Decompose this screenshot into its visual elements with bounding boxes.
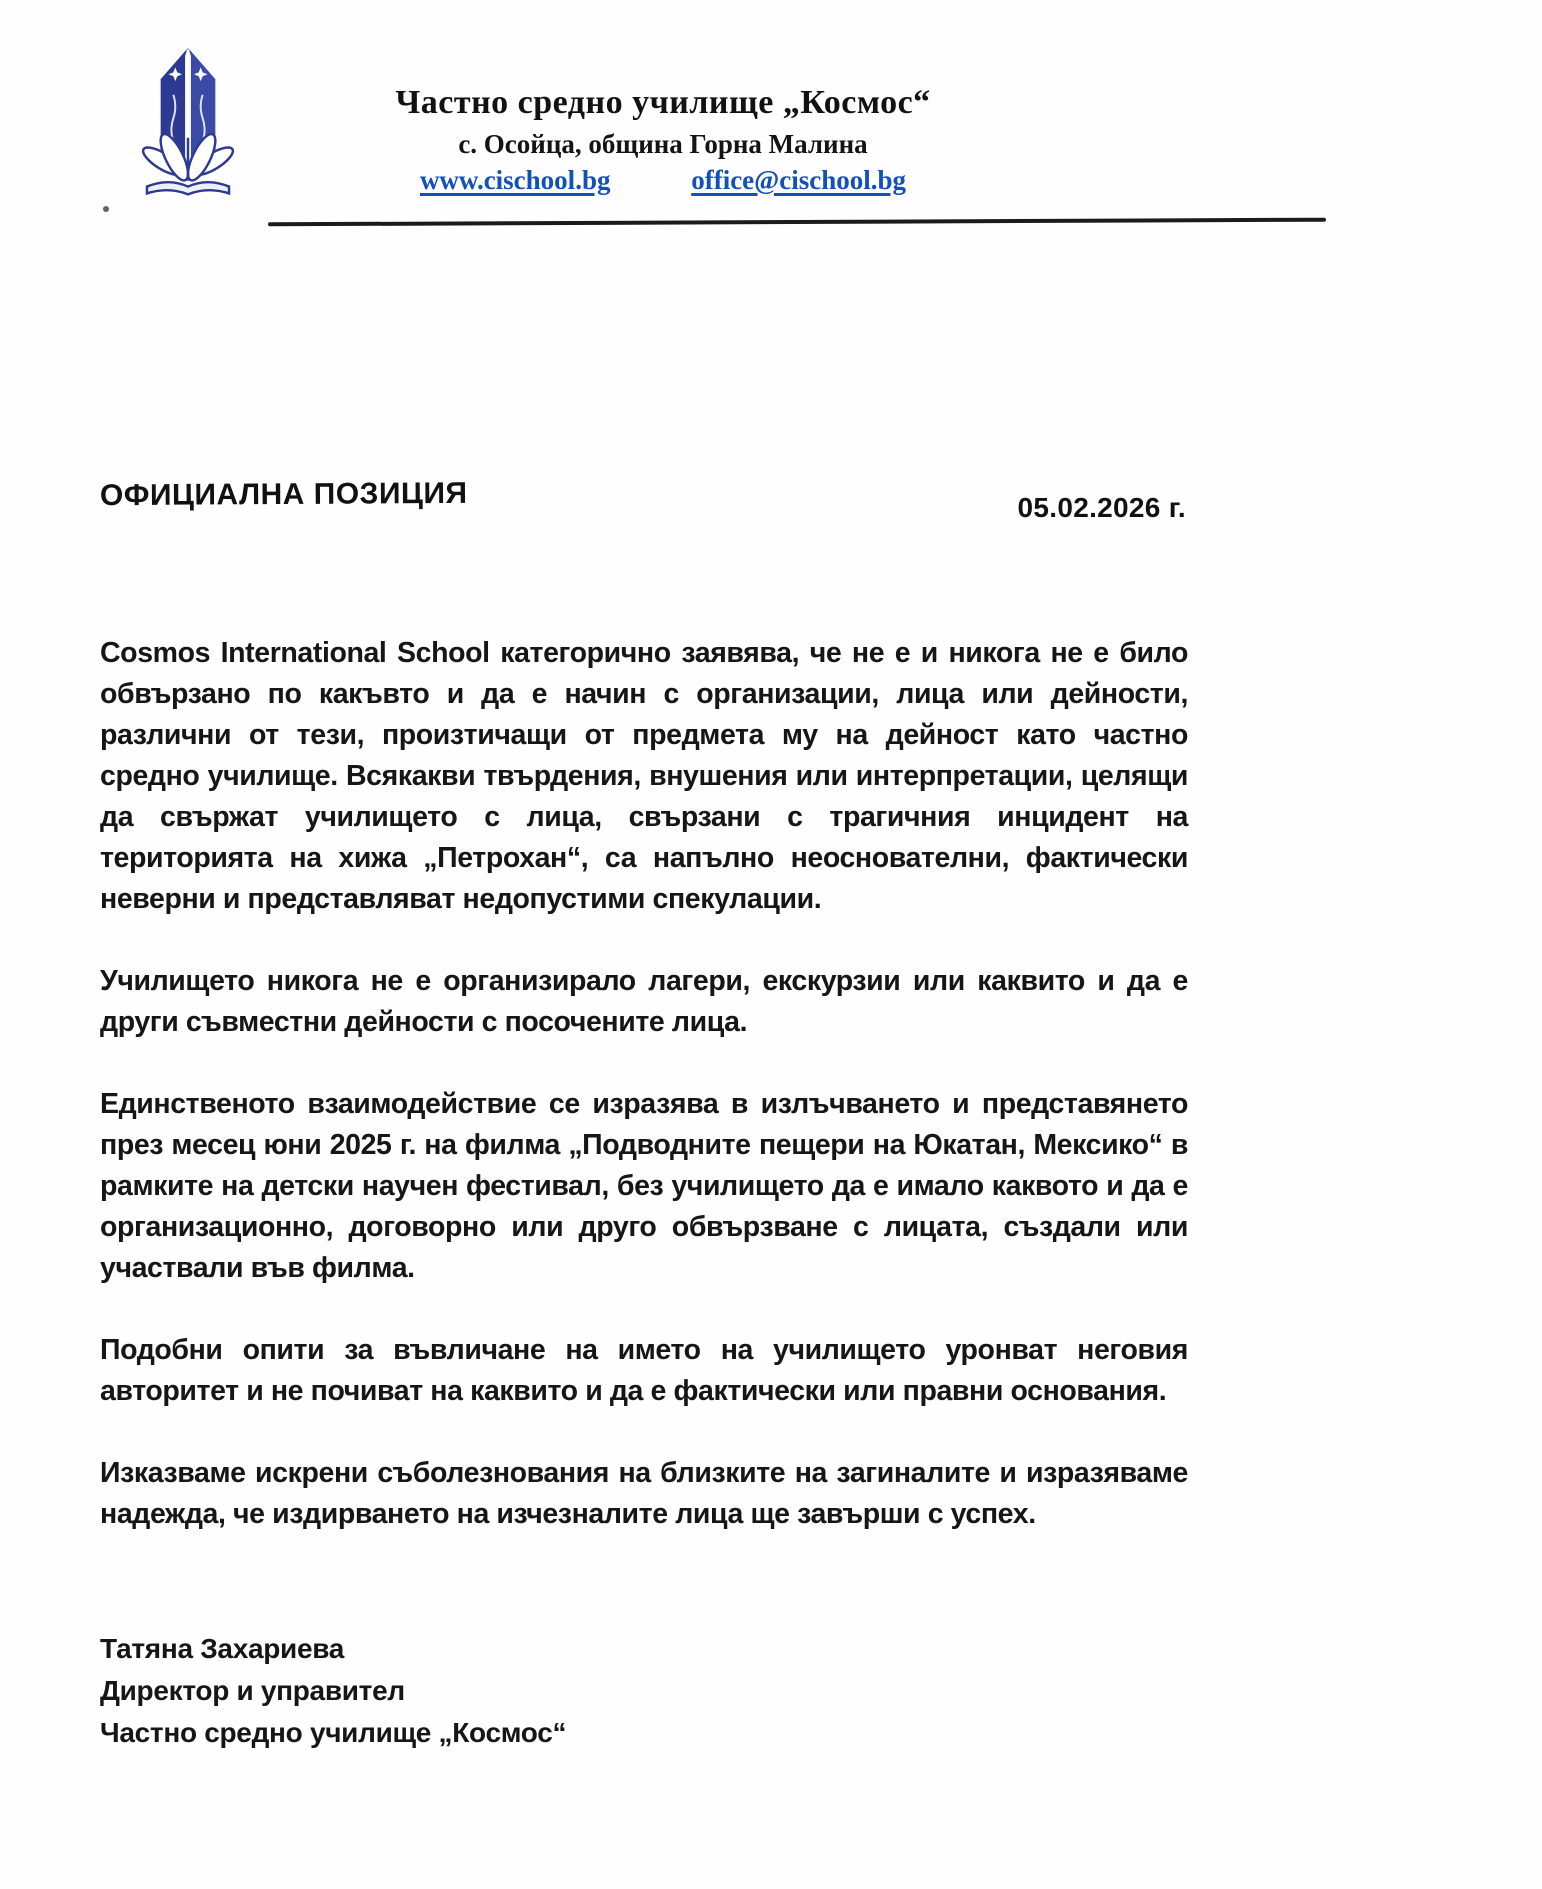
school-logo [138, 44, 238, 210]
school-name: Частно средно училище „Космос“ [395, 84, 931, 121]
statement-paragraph-5: Изказваме искрени съболезнования на близките на загиналите и изразяваме надежда, че издирването на изчезналите лица ще завърши с успех. [100, 1457, 1188, 1530]
contact-links-row [278, 165, 1048, 196]
statement-paragraph-1: Cosmos International School категорично заявява, че не е и никога не е било обвързано по какъвто и да е начин с организации, лица или дейности, различни от тези, произтичащи от предмета му на дейност като частно средно училище. Всякакви твърдения, внушения или интерпретации, целящи да свържат училището с лица, свързани с трагичния инцидент на територията на хижа „Петрохан“, са напълно неоснователни, фактически неверни и представляват недопустими спекулации. [100, 637, 1188, 915]
signer-role: Директор и управител [100, 1675, 405, 1706]
document-date: 05.02.2026 г. [1017, 492, 1186, 523]
statement-body [100, 633, 1188, 1576]
title-row [100, 478, 1186, 524]
email-link[interactable]: office@cischool.bg [691, 164, 907, 195]
statement-paragraph-4: Подобни опити за въвличане на името на училището уронват неговия авторитет и не почиват на каквито и да е фактически или правни основания. [100, 1334, 1188, 1407]
document-title: ОФИЦИАЛНА ПОЗИЦИЯ [99, 476, 468, 513]
scan-speck [103, 206, 109, 212]
signer-organization: Частно средно училище „Космос“ [100, 1717, 567, 1748]
header-divider [268, 218, 1326, 227]
statement-paragraph-2: Училището никога не е организирало лагери, екскурзии или каквито и да е други съвместни дейности с посочените лица. [100, 965, 1188, 1038]
website-link[interactable]: www.cischool.bg [419, 164, 611, 195]
school-address: с. Осойца, община Горна Малина [458, 128, 868, 159]
rocket-lotus-logo-icon [138, 44, 238, 210]
signature-block [100, 1628, 566, 1754]
signer-name: Татяна Захариева [100, 1633, 345, 1664]
letterhead [278, 82, 1048, 196]
statement-paragraph-3: Единственото взаимодействие се изразява в излъчването и представянето през месец юни 2025 г. на филма „Подводните пещери на Юкатан, Мексико“ в рамките на детски научен фестивал, без училището да е имало каквото и да е организационно, договорно или друго обвързване с лицата, създали или участвали във филма. [100, 1088, 1188, 1284]
